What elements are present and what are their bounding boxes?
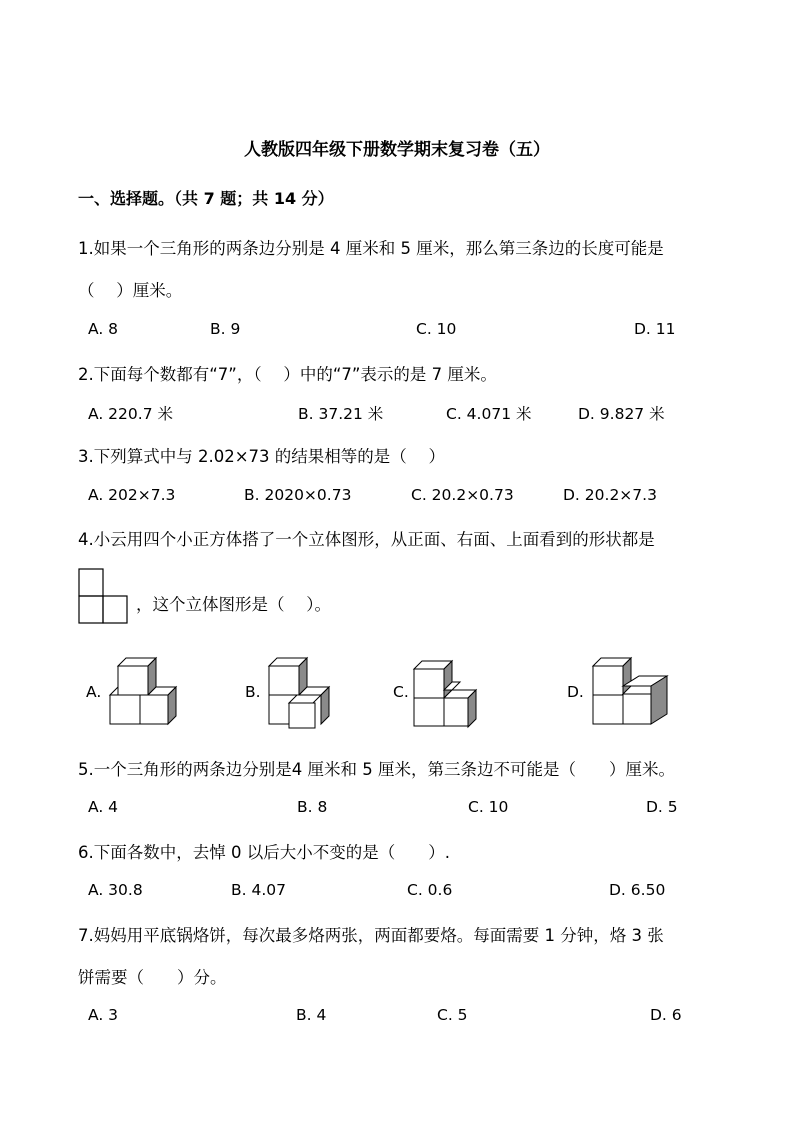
- q5-option-d: D. 5: [646, 798, 678, 816]
- q6-option-a: A. 30.8: [88, 881, 143, 899]
- l-shape-view-figure: [78, 568, 132, 626]
- question-5-line-1: 5.一个三角形的两条边分别是4 厘米和 5 厘米，第三条边不可能是（ ）厘米。: [78, 760, 675, 779]
- q5-option-b: B. 8: [297, 798, 328, 816]
- page-title: 人教版四年级下册数学期末复习卷（五）: [244, 140, 550, 160]
- question-4-line-1: 4.小云用四个小正方体搭了一个立体图形，从正面、右面、上面看到的形状都是: [78, 530, 655, 549]
- q2-option-c: C. 4.071 米: [446, 405, 532, 423]
- q1-option-c: C. 10: [416, 320, 457, 338]
- q2-option-d: D. 9.827 米: [578, 405, 665, 423]
- q4-option-d-label: D.: [567, 683, 584, 701]
- q1-option-a: A. 8: [88, 320, 119, 338]
- q3-option-a: A. 202×7.3: [88, 486, 176, 504]
- q7-option-b: B. 4: [296, 1006, 327, 1024]
- question-1-line-2: （ ）厘米。: [78, 281, 183, 300]
- q3-option-c: C. 20.2×0.73: [411, 486, 514, 504]
- q5-option-a: A. 4: [88, 798, 119, 816]
- q4-option-c-cubes: [412, 659, 480, 727]
- q1-option-b: B. 9: [210, 320, 241, 338]
- q1-option-d: D. 11: [634, 320, 676, 338]
- q2-option-b: B. 37.21 米: [298, 405, 384, 423]
- q3-option-b: B. 2020×0.73: [244, 486, 352, 504]
- q7-option-d: D. 6: [650, 1006, 682, 1024]
- q5-option-c: C. 10: [468, 798, 509, 816]
- q4-option-c-label: C.: [393, 683, 409, 701]
- q6-option-b: B. 4.07: [231, 881, 286, 899]
- question-3-line-1: 3.下列算式中与 2.02×73 的结果相等的是（ ）: [78, 447, 446, 466]
- question-7-line-1: 7.妈妈用平底锅烙饼，每次最多烙两张，两面都要烙。每面需要 1 分钟，烙 3 张: [78, 926, 664, 945]
- question-4-line-2: ，这个立体图形是（ ）。: [136, 595, 331, 614]
- q3-option-d: D. 20.2×7.3: [563, 486, 657, 504]
- section-heading: 一、选择题。（共 7 题；共 14 分）: [78, 189, 334, 208]
- q4-option-b-cubes: [267, 657, 333, 729]
- q7-option-c: C. 5: [437, 1006, 468, 1024]
- q7-option-a: A. 3: [88, 1006, 119, 1024]
- q6-option-d: D. 6.50: [609, 881, 666, 899]
- q4-option-d-cubes: [591, 656, 671, 728]
- question-1-line-1: 1.如果一个三角形的两条边分别是 4 厘米和 5 厘米，那么第三条边的长度可能是: [78, 239, 664, 258]
- question-6-line-1: 6.下面各数中，去悼 0 以后大小不变的是（ ）.: [78, 843, 450, 862]
- q4-option-a-label: A.: [86, 683, 102, 701]
- question-2-line-1: 2.下面每个数都有“7”，（ ）中的“7”表示的是 7 厘米。: [78, 365, 497, 384]
- q4-option-a-cubes: [108, 656, 180, 722]
- q4-option-b-label: B.: [245, 683, 261, 701]
- q2-option-a: A. 220.7 米: [88, 405, 173, 423]
- question-7-line-2: 饼需要（ ）分。: [78, 968, 227, 987]
- q6-option-c: C. 0.6: [407, 881, 453, 899]
